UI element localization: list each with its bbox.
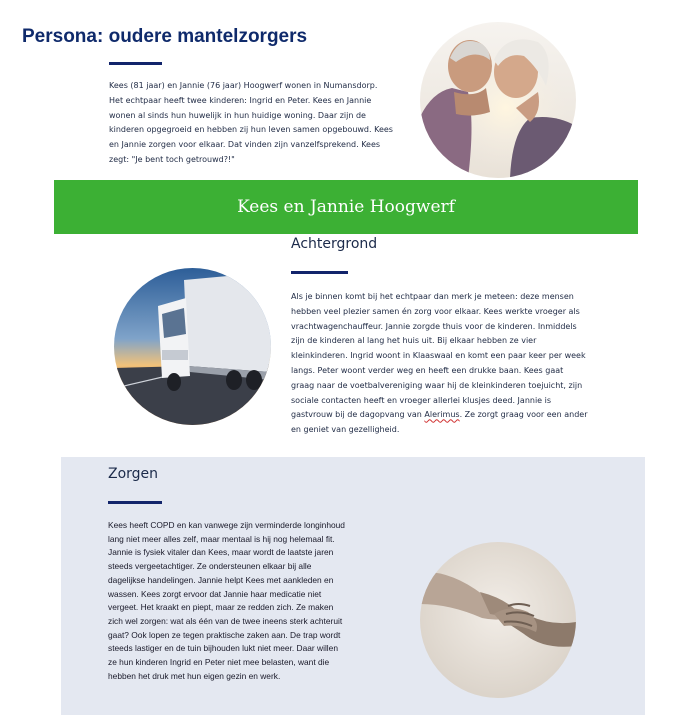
intro-line: kinderen opgegroeid en hebben zij hun leven samen opgebouwd. Kees [109, 125, 393, 135]
concerns-line: lang niet meer alles zelf, maar mentaal is hij nog helemaal fit. [108, 533, 335, 544]
background-heading: Achtergrond [291, 236, 378, 252]
background-heading-underline [291, 271, 348, 274]
intro-line: wonen al sinds hun huwelijk in hun huidige woning. Daar zijn de [109, 110, 366, 120]
concerns-line: zich wel zorgen: wat als één van de twee ineens sterk achteruit [108, 615, 343, 626]
spellcheck-word: Alerimus [424, 410, 460, 420]
background-line: vrachtwagenchauffeur. Jannie zorgde thuis voor de kinderen. Inmiddels [291, 321, 577, 331]
title-underline [109, 62, 162, 65]
concerns-line: ze hun kinderen Ingrid en Peter niet mee belasten, want die [108, 657, 330, 668]
name-banner [54, 180, 638, 234]
elderly-couple-photo [420, 22, 576, 178]
concerns-line: Jannie is fysiek vitaler dan Kees, maar wordt de laatste jaren [108, 547, 334, 558]
background-line: zijn de kinderen al lang het huis uit. Bij elkaar hebben ze vier [291, 336, 537, 346]
background-line: sociale contacten heeft en vroeger allerlei klusjes deed. Jannie is [291, 395, 552, 405]
background-text [291, 290, 611, 438]
concerns-heading: Zorgen [108, 466, 159, 482]
background-line: hebben veel plezier samen én zorg voor elkaar. Kees werkte vroeger als [291, 306, 580, 316]
concerns-line: steeds lastiger en de tuin bijhouden lukt niet meer. Daar willen [108, 643, 338, 654]
holding-hands-photo [420, 542, 576, 698]
intro-line: zegt: "Je bent toch getrouwd?!" [109, 154, 235, 164]
concerns-line: steeds vergeetachtiger. Ze ondersteunen elkaar bij alle [108, 561, 312, 572]
page-title: Persona: oudere mantelzorgers [22, 26, 308, 47]
background-line: graag naar de voetbalvereniging waar hij de kleinkinderen toejuicht, zijn [291, 380, 583, 390]
banner-title: Kees en Jannie Hoogwerf [237, 197, 455, 217]
background-line-part: . Ze zorgt graag voor een ander [459, 410, 588, 420]
concerns-line: dagelijkse handelingen. Jannie helpt Kees met aankleden en [108, 574, 334, 585]
concerns-line: hebben het druk met hun eigen gezin en werk. [108, 670, 281, 681]
background-line: Als je binnen komt bij het echtpaar dan merk je meteen: deze mensen [291, 292, 574, 301]
intro-line: Kees (81 jaar) en Jannie (76 jaar) Hoogwerf wonen in Numansdorp. [109, 81, 378, 90]
intro-line: en Jannie zorgen voor elkaar. Dat vinden zijn vanzelfsprekend. Kees [109, 140, 381, 150]
background-line [291, 408, 611, 423]
concerns-text [108, 519, 408, 683]
concerns-line: vergeet. Het kraakt en piept, maar ze redden zich. Ze maken [108, 602, 334, 613]
background-line-part: gastvrouw bij de dagopvang van [291, 410, 425, 420]
background-line: en geniet van gezelligheid. [291, 425, 400, 435]
background-line: langs. Peter woont verder weg en heeft een drukke baan. Kees gaat [291, 365, 564, 375]
background-line: kleinkinderen. Ingrid woont in Klaaswaal en komt een paar keer per week [291, 351, 586, 361]
concerns-line: gaat? Ook lopen ze tegen praktische zaken aan. De trap wordt [108, 629, 341, 640]
truck-photo [114, 268, 271, 425]
intro-line: Het echtpaar heeft twee kinderen: Ingrid en Peter. Kees en Jannie [109, 95, 372, 105]
concerns-line: wassen. Kees zorgt ervoor dat Jannie haar medicatie niet [108, 588, 322, 599]
concerns-line: Kees heeft COPD en kan vanwege zijn verminderde longinhoud [108, 520, 345, 530]
intro-text [109, 79, 399, 168]
concerns-heading-underline [108, 501, 162, 504]
